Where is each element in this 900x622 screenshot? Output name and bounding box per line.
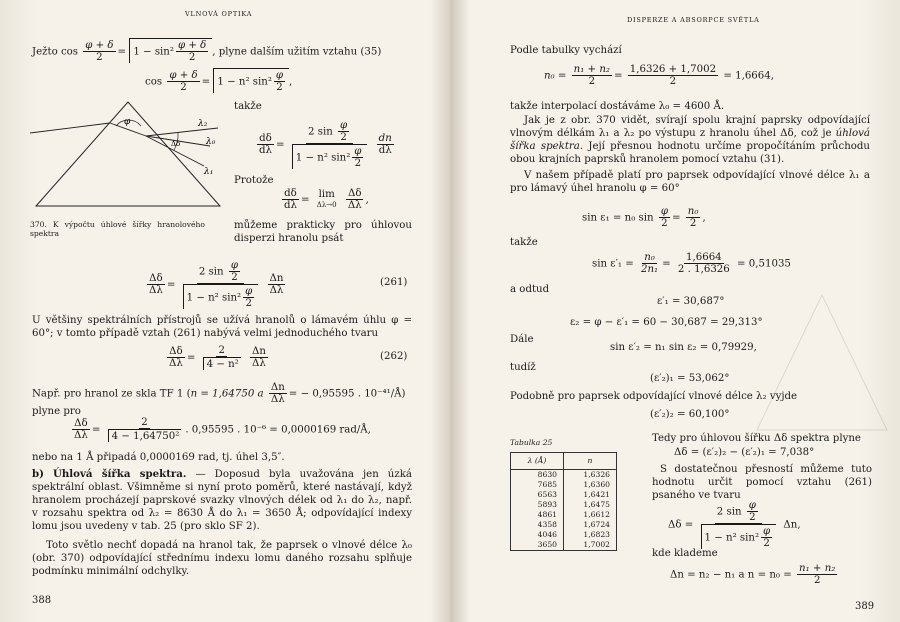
table-header-n: n [564,453,617,470]
sqrt: 1 − sin² $\frac{\varphi + \delta}{2}$ [129,38,212,63]
table-row [511,530,617,540]
section-b: b) Úhlová šířka spektra. — Doposud byla uvažována jen úzká spektrální oblast. Všimněme si nyní proto poměrů, které nastávají, když hranolem procházejí paprskové svazky vlnových délek od λ₁ do λ₂, např. v rozsahu spektra od λ₂ = 8630 Å do λ₁ = 3650 Å; odpovídající indexy lomu jsou uvedeny v tab. 25 (pro sklo SF 2). [32,468,412,532]
protoze: Protože [234,175,274,186]
eq-261: $\frac{\Delta\delta}{\Delta\lambda}$ = 2 sin $\frac{\varphi}{2}$ 1 − n² sin² $\frac{\varphi}{2}$ $\frac{\Delta n}{\Delta\lambda}$ [149,260,284,309]
eq-limit: $\frac{d\delta}{d\lambda}$ = lim Δλ→0 $\frac{\Delta\delta}{\Delta\lambda}$ , [284,188,369,211]
intro-line: Podle tabulky vychází [510,45,622,56]
para-262: U většiny spektrálních přístrojů se užívá hranolů o lámavém úhlu φ = 60°; v tomto případě vztah (261) nabývá velmi jednoduchého tvaru [32,315,412,339]
section-title: Úhlová šířka spektra. [53,468,187,480]
plyne-pro: plyne pro [32,406,81,417]
page-number-left: 388 [32,595,52,606]
eq-sin-e1p: sin ε′₁ = $\frac{\text{n₀}}{\text{2n₁}}$ = $\frac{1,6664}{2 . 1,6326}$ = 0,51035 [592,252,791,275]
fig-label-l2: λ₂ [198,119,208,129]
fig-label-phi: φ [124,117,131,127]
table-cell-n: 1,6724 [564,520,617,530]
table-cell-n: 1,6612 [564,510,617,520]
fig-label-l1: λ₁ [204,167,214,177]
table-cell-n: 1,6823 [564,530,617,540]
table-row [511,500,617,510]
page-number-right: 389 [855,601,875,612]
incident-ray [30,123,110,133]
tudiz: tudíž [510,362,536,373]
napr-line: Např. pro hranol ze skla TF 1 (n = 1,64750 a $\frac{\Delta n}{\Delta\lambda}$ = − 0,95595 . 10⁻⁴¹/Å) [32,382,406,405]
running-head-right: DISPERZE A ABSORPCE SVĚTLA [627,16,760,24]
eq-dd: Δδ = (ε′₂)₂ − (ε′₂)₁ = 7,038° [674,447,815,458]
eq-line-1: Ježto cos $\frac{\varphi + \delta}{2}$ = 1 − sin² $\frac{\varphi + \delta}{2}$ , plyne dalším užitím vztahu (35) [32,40,382,63]
eq-derivative: $\frac{d\delta}{d\lambda}$ = 2 sin $\frac{\varphi}{2}$ 1 − n² sin² $\frac{\varphi}{2}$ $\frac{dn}{d\lambda}$ [259,120,392,169]
table-25 [510,452,617,551]
bleed-through [752,290,892,440]
table-title: Tabulka 25 [510,438,553,447]
para-1: Jak je z obr. 370 vidět, svírají spolu krajní paprsky odpovídající vlnovým délkám λ₁ a λ₂ po výstupu z hranolu úhel Δδ, což je úhlová šířka spektra. Její přesnou hodnotu určíme propočítáním průchodu obou krajních paprsků hranolem pomocí vztahu (31). [510,115,870,165]
table-cell-lambda: 8630 [511,470,564,481]
right-page [452,0,900,622]
table-row [511,480,617,490]
table-cell-lambda: 4861 [511,510,564,520]
fig-label-l0: λ₀ [206,137,216,147]
figure-caption: 370. K výpočtu úhlové šířky hranolového spektra [30,220,205,238]
table-row [511,510,617,520]
table-row [511,490,617,500]
table-cell-n: 1,6421 [564,490,617,500]
muzeme-text: můžeme prakticky pro úhlovou disperzi hranolu psát [234,220,412,244]
eq-e2: ε₂ = φ − ε′₁ = 60 − 30,687 = 29,313° [570,317,763,328]
eq-e1p: ε′₁ = 30,687° [657,296,725,307]
table-cell-lambda: 7685 [511,480,564,490]
eq-n0: n₀ = $\frac{\text{n₁ + n₂}}{2}$ = $\frac{1,6326 + 1,7002}{2}$ = 1,6664, [544,64,774,87]
kde-klademe: kde klademe [652,548,718,559]
eq-262: $\frac{\Delta\delta}{\Delta\lambda}$ = $\frac{2}{\text{4 − n²}}$ $\frac{\Delta n}{\Delta\lambda}$ [169,345,266,370]
interp-line: takže interpolací dostáváme λ₀ = 4600 Å. [510,101,725,112]
para-2: V našem případě platí pro paprsek odpovídající vlnové délce λ₁ a pro lámavý úhel hranolu φ = 60° [510,170,870,194]
table-cell-lambda: 4358 [511,520,564,530]
a-odtud: a odtud [510,284,550,295]
eq-number-262: (262) [380,351,408,362]
tedy-line: Tedy pro úhlovou šířku Δδ spektra plyne [652,433,861,444]
eq-sin-e2p: sin ε′₂ = n₁ sin ε₂ = 0,79929, [610,342,757,353]
eq-e2p-1: (ε′₂)₁ = 53,062° [650,373,730,384]
nebo-line: nebo na 1 Å připadá 0,0000169 rad, tj. úhel 3,5″. [32,452,285,463]
final-para: Toto světlo nechť dopadá na hranol tak, že paprsek o vlnové délce λ₀ (obr. 370) odpovídající střednímu indexu lomu daného rozsahu splňuje podmínku minimální odchylky. [32,540,412,577]
table-header-lambda: λ (Å) [511,453,564,470]
prism-figure [28,98,228,214]
podobne: Podobně pro paprsek odpovídající vlnové délce λ₂ vyjde [510,391,798,402]
table-row [511,470,617,481]
table-cell-n: 1,6360 [564,480,617,490]
table-cell-n: 1,7002 [564,540,617,551]
table-cell-n: 1,6326 [564,470,617,481]
ray-l2 [146,128,218,136]
running-head-left: VLNOVÁ OPTIKA [185,10,253,18]
table-cell-n: 1,6475 [564,500,617,510]
table-cell-lambda: 4046 [511,530,564,540]
eq-number-261: (261) [380,277,408,288]
eq-sin-e1: sin ε₁ = n₀ sin $\frac{\varphi}{2}$ = $\frac{\text{n₀}}{2}$ , [582,206,706,229]
fraction: $\frac{\varphi + \delta}{2}$ [85,40,114,63]
eq-dn-def: Δn = n₂ − n₁ a n = n₀ = $\frac{\text{n₁ + n₂}}{2}$ [670,563,836,586]
takze-left: takže [234,101,262,112]
fig-label-dd: Δδ [171,140,181,148]
table-cell-lambda: 5893 [511,500,564,510]
table-cell-lambda: 6563 [511,490,564,500]
eq-e2p-2: (ε′₂)₂ = 60,100° [650,409,730,420]
eq-line-2: cos $\frac{\varphi + \delta}{2}$ = 1 − n² sin² $\frac{\varphi}{2}$ , [145,70,293,93]
eq-final-dd: Δδ = 2 sin $\frac{\varphi}{2}$ 1 − n² sin² $\frac{\varphi}{2}$ Δn, [668,500,801,549]
table-cell-lambda: 3650 [511,540,564,551]
dale: Dále [510,334,534,345]
table-header-row [511,453,617,470]
eq-calc: $\frac{\Delta\delta}{\Delta\lambda}$ = $\frac{2}{\text{4 − 1,64750²}}$ . 0,95595 . 10⁻⁶ = 0,0000169 rad/Å, [74,417,371,442]
takze-right: takže [510,237,538,248]
s-dost-para: S dostatečnou přesností můžeme tuto hodnotu určit pomocí vztahu (261) psaného ve tvaru [652,464,872,501]
table-row [511,540,617,551]
table-row [511,520,617,530]
